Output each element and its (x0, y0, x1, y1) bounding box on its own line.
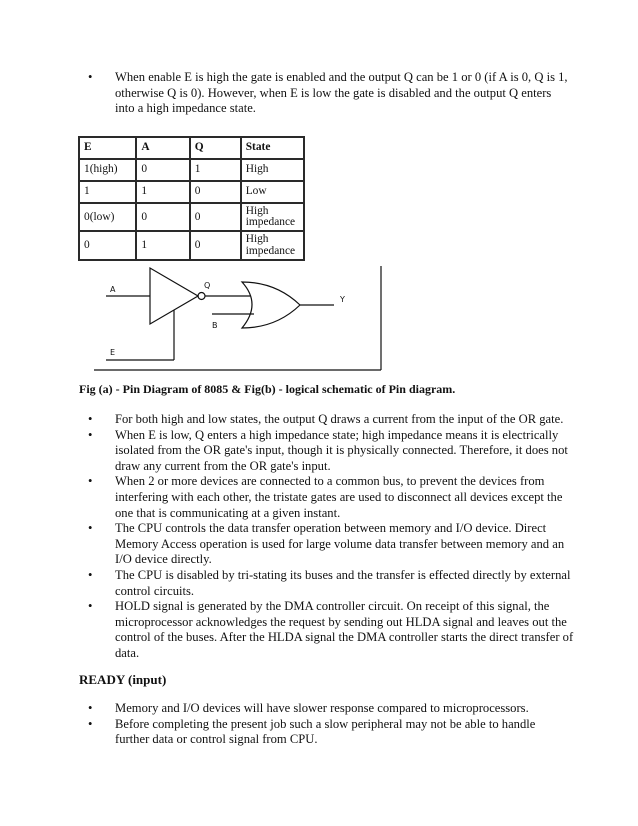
table-cell: 1 (190, 159, 241, 181)
table-row (79, 181, 304, 203)
intro-bullet-list (79, 70, 569, 117)
table-cell: Low (241, 181, 304, 203)
table-cell: 0 (136, 203, 189, 231)
list-item: • Before completing the present job such a slow peripheral may not be able to handle further data or control signal from CPU. (79, 717, 549, 748)
table-header-row (79, 137, 304, 159)
table-cell: 0 (190, 203, 241, 231)
ready-bullet-list (79, 701, 549, 748)
table-cell: 0 (136, 159, 189, 181)
table-cell: 0(low) (79, 203, 136, 231)
table-cell: 1 (136, 231, 189, 259)
or-gate-symbol (242, 282, 300, 328)
table-header-cell: E (79, 137, 136, 159)
label-q: Q (204, 281, 211, 290)
list-item: • The CPU controls the data transfer operation between memory and I/O device. Direct Memory Access operation is used for large volume data transfer between memory and an I/O device directly. (79, 521, 577, 568)
label-e: E (110, 348, 116, 357)
table-cell: 0 (79, 231, 136, 259)
tristate-truth-table (78, 136, 305, 261)
table-header-cell: Q (190, 137, 241, 159)
figure-caption: Fig (a) - Pin Diagram of 8085 & Fig(b) - logical schematic of Pin diagram. (79, 382, 456, 396)
list-item: • HOLD signal is generated by the DMA controller circuit. On receipt of this signal, the microprocessor acknowledges the request by sending out HLDA signal and leaves out the control of the buses. After the HLDA signal the DMA controller starts the direct transfer of data. (79, 599, 577, 661)
table-header-cell: A (136, 137, 189, 159)
label-a: A (110, 285, 116, 294)
section-heading-ready: READY (input) (79, 672, 167, 687)
list-item: • When enable E is high the gate is enabled and the output Q can be 1 or 0 (if A is 0, Q is 1, otherwise Q is 0). However, when E is low the gate is disabled and the output Q enters into a high impedance state. (79, 70, 569, 117)
table-cell: 1 (79, 181, 136, 203)
table-cell: High impedance (241, 231, 304, 259)
table-cell: 0 (190, 231, 241, 259)
list-item: • For both high and low states, the output Q draws a current from the input of the OR gate. (79, 412, 577, 428)
list-item: • When 2 or more devices are connected to a common bus, to prevent the devices from interfering with each other, the tristate gates are used to disconnect all devices except the one that is communicating at a given instant. (79, 474, 577, 521)
list-item: • When E is low, Q enters a high impedance state; high impedance means it is electrically isolated from the OR gate's input, though it is physically connected. Therefore, it does not draw any current from the OR gate's input. (79, 428, 577, 475)
table-row (79, 231, 304, 259)
table-cell: 1(high) (79, 159, 136, 181)
table-row (79, 159, 304, 181)
label-y: Y (340, 295, 345, 304)
table-cell: 0 (190, 181, 241, 203)
table-cell: 1 (136, 181, 189, 203)
list-item: • The CPU is disabled by tri-stating its buses and the transfer is effected directly by external control circuits. (79, 568, 577, 599)
hold-bullet-list (79, 412, 577, 662)
table-header-cell: State (241, 137, 304, 159)
table-cell: High impedance (241, 203, 304, 231)
table-row (79, 203, 304, 231)
table-cell: High (241, 159, 304, 181)
list-item: • Memory and I/O devices will have slower response compared to microprocessors. (79, 701, 549, 717)
label-b: B (212, 321, 218, 330)
tristate-or-schematic (94, 262, 390, 374)
